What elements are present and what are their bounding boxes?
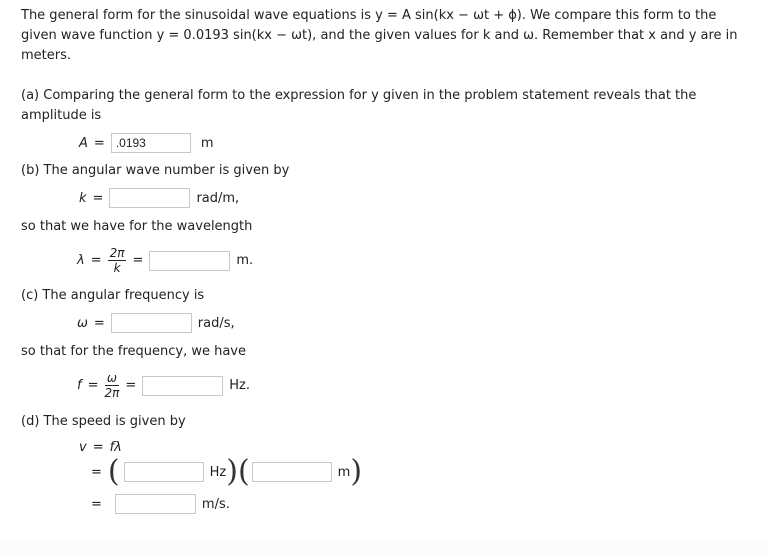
f-symbol: f: [77, 378, 82, 393]
speed-unit: m/s.: [201, 496, 230, 512]
speed-wavelength-input[interactable]: [252, 462, 332, 482]
amplitude-input[interactable]: [111, 133, 191, 153]
part-a-text-2: amplitude is: [21, 108, 102, 123]
lambda-symbol: λ: [77, 253, 85, 268]
amplitude-symbol: A: [79, 135, 88, 151]
intro-line-1: The general form for the sinusoidal wave equations is y = A sin(kx − ωt + ϕ). We compare this form to the: [21, 8, 717, 23]
amplitude-row: [79, 133, 213, 153]
wavelength-input[interactable]: [149, 251, 230, 271]
wavelength-row: λ = $\frac{2\pi}{k}$ = m.: [77, 246, 254, 275]
wavelength-prompt: so that we have for the wavelength: [21, 219, 253, 234]
wave-number-row: [79, 188, 239, 208]
wave-number-input[interactable]: [109, 188, 190, 208]
speed-formula-row: v = fλ: [79, 440, 122, 455]
speed-frequency-unit: Hz: [209, 464, 227, 480]
part-c-prompt: (c) The angular frequency is: [21, 288, 205, 303]
intro-line-3: meters.: [21, 48, 72, 63]
amplitude-unit: m: [200, 135, 214, 151]
wavelength-unit: m.: [236, 253, 254, 268]
angular-frequency-input[interactable]: [111, 313, 192, 333]
part-b-prompt: (b) The angular wave number is given by: [21, 163, 290, 178]
intro-paragraph: [21, 6, 751, 66]
left-paren: (: [107, 454, 120, 489]
v-symbol: v: [79, 440, 87, 455]
omega-symbol: ω: [77, 315, 88, 331]
frequency-prompt: so that for the frequency, we have: [21, 344, 246, 359]
frequency-input[interactable]: [142, 376, 223, 396]
speed-formula: fλ: [109, 440, 122, 455]
angular-frequency-row: [77, 313, 235, 333]
speed-frequency-input[interactable]: [124, 462, 204, 482]
speed-result-row: = m/s.: [91, 494, 230, 514]
wave-number-unit: rad/m,: [196, 190, 240, 206]
left-paren: (: [237, 454, 250, 489]
equals-sign: =: [92, 190, 104, 206]
wavelength-fraction: $\frac{2\pi}{k}$: [109, 246, 125, 275]
right-paren: ): [226, 454, 238, 489]
frequency-row: f = $\frac{\omega}{2\pi}$ = Hz.: [77, 371, 250, 400]
speed-product-row: = ( Hz ) ( m ): [91, 454, 363, 489]
part-a-text-1: (a) Comparing the general form to the expression for y given in the problem statement reveals that the: [21, 88, 697, 103]
bottom-band: [0, 540, 767, 554]
speed-input[interactable]: [115, 494, 196, 514]
right-paren: ): [350, 454, 363, 489]
speed-wavelength-unit: m: [337, 464, 351, 480]
angular-frequency-unit: rad/s,: [197, 315, 235, 331]
intro-line-2: given wave function y = 0.0193 sin(kx − ωt), and the given values for k and ω. Remember that x and y are in: [21, 28, 738, 43]
part-d-prompt: (d) The speed is given by: [21, 414, 186, 429]
frequency-unit: Hz.: [229, 378, 250, 393]
part-a-prompt: [21, 86, 751, 126]
frequency-fraction: $\frac{\omega}{2\pi}$: [104, 371, 120, 400]
equals-sign: =: [93, 135, 105, 151]
equals-sign: =: [93, 315, 105, 331]
wave-number-symbol: k: [79, 190, 87, 206]
